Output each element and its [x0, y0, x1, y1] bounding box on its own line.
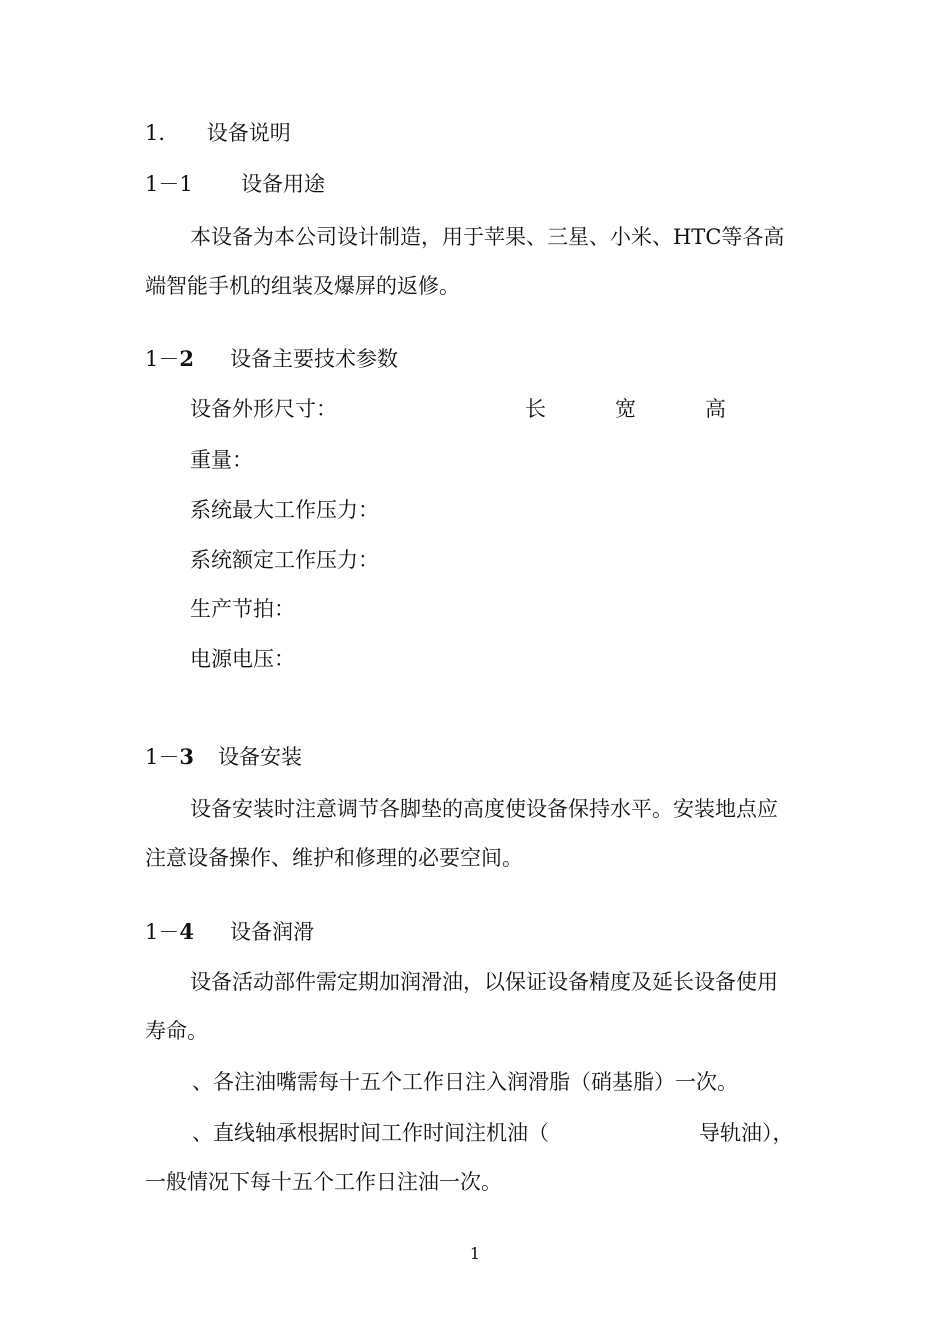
lubrication-item-2: 、直线轴承根据时间工作时间注机油（ 导轨油），	[192, 1121, 794, 1145]
lubrication-item-1: 、各注油嘴需每十五个工作日注入润滑脂（硝基脂）一次。	[192, 1070, 738, 1094]
paragraph-line: 注意设备操作、维护和修理的必要空间。	[145, 846, 523, 870]
param-row-voltage: 电源电压：	[190, 647, 295, 671]
paragraph-line: 设备活动部件需定期加润滑油，以保证设备精度及延长设备使用	[190, 970, 778, 994]
section-number: 1－3	[145, 744, 194, 769]
section-title: 设备主要技术参数	[230, 347, 398, 371]
section-heading-1-1	[145, 169, 810, 199]
section-title: 设备安装	[218, 745, 302, 769]
page-number: 1	[469, 1244, 481, 1263]
dim-length: 长	[525, 397, 546, 421]
param-row-rated-pressure: 系统额定工作压力：	[190, 548, 379, 572]
chapter-heading	[145, 118, 810, 148]
section-heading-1-4	[145, 917, 810, 947]
dim-width: 宽	[615, 397, 636, 421]
section-number: 1－2	[145, 346, 194, 371]
dim-height: 高	[705, 397, 726, 421]
chapter-number: 1．	[145, 121, 180, 145]
paragraph-line: 设备安装时注意调节各脚垫的高度使设备保持水平。安装地点应	[190, 797, 778, 821]
param-row-cycle-time: 生产节拍：	[190, 597, 295, 621]
paragraph-line: 一般情况下每十五个工作日注油一次。	[145, 1170, 502, 1194]
param-row-weight: 重量：	[190, 448, 253, 472]
param-row-max-pressure: 系统最大工作压力：	[190, 498, 379, 522]
section-title: 设备用途	[241, 172, 325, 196]
paragraph-line: 寿命。	[145, 1019, 208, 1043]
section-number: 1－1	[145, 172, 193, 196]
param-label: 设备外形尺寸：	[190, 397, 337, 421]
section-heading-1-3	[145, 742, 810, 772]
param-row-dimensions	[190, 394, 855, 424]
chapter-title: 设备说明	[206, 121, 291, 145]
section-heading-1-2	[145, 344, 810, 374]
section-title: 设备润滑	[230, 920, 314, 944]
section-number: 1－4	[145, 919, 194, 944]
paragraph-line: 本设备为本公司设计制造，用于苹果、三星、小米、HTC等各高	[190, 225, 785, 249]
paragraph-line: 端智能手机的组装及爆屏的返修。	[145, 274, 460, 298]
